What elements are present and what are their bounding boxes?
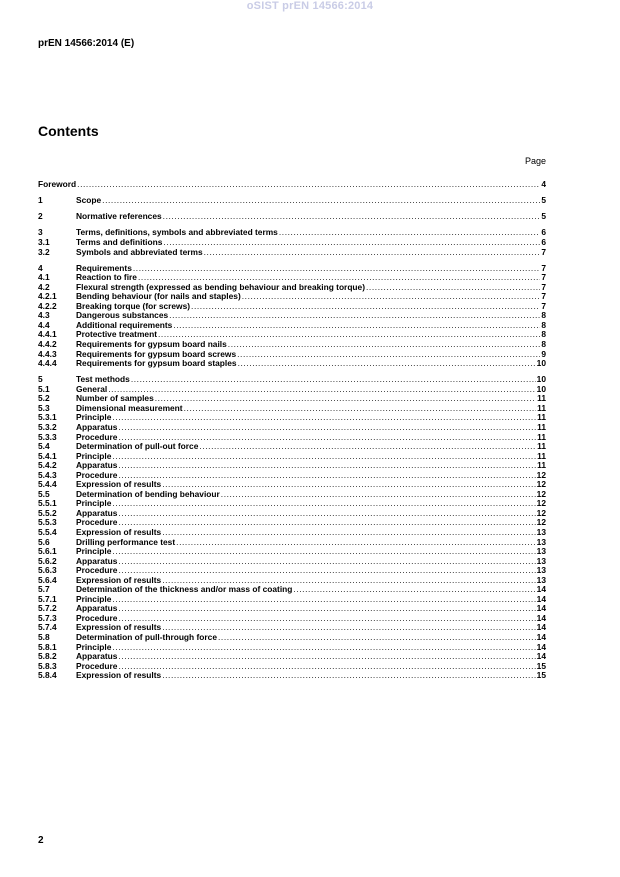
- toc-entry-title: Number of samples: [76, 393, 154, 404]
- toc-entry-number: 4.3: [38, 310, 50, 321]
- toc-entry-title: Expression of results: [76, 574, 162, 585]
- toc-entry-title: Requirements for gypsum board nails: [76, 339, 227, 350]
- toc-entry-title: Apparatus: [76, 555, 118, 566]
- toc-dot-leader: [118, 662, 535, 672]
- toc-entry-page: 11: [537, 450, 546, 461]
- toc-entry-page: 8: [541, 319, 546, 330]
- toc-entry-page: 14: [536, 632, 546, 643]
- toc-entry-page: 4: [541, 179, 546, 189]
- toc-dot-leader: [173, 321, 540, 331]
- toc-entry[interactable]: [38, 490, 546, 500]
- toc-entry-page: 8: [541, 310, 546, 321]
- toc-dot-leader: [162, 528, 535, 538]
- toc-entry-number: 4: [38, 262, 43, 273]
- toc-entry-title: Apparatus: [76, 507, 118, 518]
- toc-entry-number: 5.6.2: [38, 555, 57, 566]
- toc-dot-leader: [118, 461, 536, 471]
- toc-entry-title: Foreword: [38, 179, 77, 189]
- toc-entry-number: 3.2: [38, 246, 50, 257]
- toc-entry-number: 4.4.4: [38, 358, 57, 369]
- toc-entry-page: 14: [536, 651, 546, 662]
- toc-dot-leader: [279, 228, 540, 238]
- toc-dot-leader: [112, 413, 536, 423]
- toc-entry[interactable]: [38, 212, 546, 222]
- toc-entry-page: 5: [541, 195, 546, 206]
- toc-entry-number: 4.4.2: [38, 339, 57, 350]
- toc-entry-title: General: [76, 383, 108, 394]
- toc-entry-page: 8: [541, 329, 546, 340]
- toc-entry-page: 7: [541, 272, 546, 283]
- toc-entry-page: 11: [537, 431, 546, 442]
- toc-entry-title: Apparatus: [76, 460, 118, 471]
- toc-entry[interactable]: [38, 180, 546, 190]
- toc-entry[interactable]: [38, 196, 546, 206]
- toc-entry-number: 5.8.1: [38, 641, 57, 652]
- toc-entry-page: 6: [541, 236, 546, 247]
- toc-entry-title: Principle: [76, 498, 112, 509]
- toc-entry-title: Apparatus: [76, 603, 118, 614]
- toc-entry-title: Breaking torque (for screws): [76, 300, 191, 311]
- toc-entry-page: 10: [536, 358, 546, 369]
- toc-dot-leader: [131, 375, 536, 385]
- toc-entry-number: 4.4.3: [38, 348, 57, 359]
- toc-entry-page: 11: [537, 422, 546, 432]
- toc-entry-page: 12: [536, 479, 546, 490]
- toc-entry-title: Determination of bending behaviour: [76, 488, 220, 499]
- toc-entry-number: 5.6.4: [38, 574, 57, 585]
- toc-entry-number: 1: [38, 195, 43, 206]
- toc-entry-page: 11: [537, 441, 546, 452]
- toc-entry-title: Determination of pull-through force: [76, 632, 217, 643]
- toc-entry-number: 5.5.2: [38, 507, 57, 518]
- toc-dot-leader: [112, 547, 535, 557]
- toc-entry-number: 5.8.2: [38, 651, 57, 662]
- toc-entry[interactable]: [38, 404, 546, 414]
- toc-entry-title: Principle: [76, 412, 112, 423]
- toc-entry-page: 13: [536, 565, 546, 576]
- toc-dot-leader: [238, 359, 536, 369]
- toc-entry-number: 3: [38, 227, 43, 238]
- toc-dot-leader: [162, 671, 535, 681]
- toc-entry-page: 11: [537, 412, 546, 423]
- toc-dot-leader: [118, 423, 536, 433]
- toc-entry-title: Drilling performance test: [76, 536, 176, 547]
- toc-entry-number: 5.1: [38, 383, 50, 394]
- toc-entry-number: 5.4.4: [38, 479, 57, 490]
- toc-entry-number: 5.7: [38, 584, 50, 595]
- toc-entry-page: 8: [541, 339, 546, 350]
- watermark: oSIST prEN 14566:2014: [246, 0, 374, 12]
- toc-entry[interactable]: [38, 671, 546, 681]
- toc-entry-title: Test methods: [76, 374, 130, 385]
- toc-entry-title: Principle: [76, 450, 112, 461]
- toc-dot-leader: [176, 538, 536, 548]
- toc-entry-title: Expression of results: [76, 527, 162, 538]
- toc-entry[interactable]: [38, 248, 546, 258]
- toc-entry-number: 5.7.1: [38, 593, 57, 604]
- toc-entry-title: Expression of results: [76, 622, 162, 633]
- toc-entry-page: 5: [541, 211, 546, 222]
- toc-entry-page: 7: [541, 281, 546, 292]
- toc-entry-number: 5.7.4: [38, 622, 57, 633]
- toc-entry-number: 5.5.4: [38, 527, 57, 538]
- toc-dot-leader: [118, 471, 535, 481]
- toc-dot-leader: [112, 452, 536, 462]
- toc-entry-page: 7: [541, 262, 546, 273]
- toc-entry-page: 13: [536, 527, 546, 538]
- toc-dot-leader: [77, 180, 540, 190]
- toc-entry-page: 9: [541, 348, 546, 359]
- toc-entry-title: Dangerous substances: [76, 310, 169, 321]
- toc-entry-title: Determination of pull-out force: [76, 441, 199, 452]
- toc-entry-number: 5.8: [38, 632, 50, 643]
- toc-dot-leader: [118, 614, 535, 624]
- toc-entry-title: Procedure: [76, 517, 118, 528]
- toc-entry-title: Requirements for gypsum board screws: [76, 348, 237, 359]
- toc-entry-number: 5.3.1: [38, 412, 57, 423]
- toc-entry-number: 5.7.2: [38, 603, 57, 614]
- toc-dot-leader: [163, 212, 541, 222]
- toc-entry-title: Procedure: [76, 612, 118, 623]
- toc-entry-title: Additional requirements: [76, 319, 173, 330]
- toc-entry-title: Terms and definitions: [76, 236, 163, 247]
- toc-entry-title: Expression of results: [76, 479, 162, 490]
- toc-entry-page: 13: [536, 555, 546, 566]
- toc-entry-page: 12: [536, 517, 546, 528]
- toc-entry-number: 5.4.2: [38, 460, 57, 471]
- toc-entry-title: Scope: [76, 195, 102, 206]
- toc-entry-title: Symbols and abbreviated terms: [76, 246, 203, 257]
- toc-dot-leader: [366, 283, 540, 293]
- page-column-label: Page: [524, 156, 546, 166]
- toc-entry-number: 5: [38, 374, 43, 385]
- toc-dot-leader: [112, 643, 535, 653]
- toc-entry-page: 6: [541, 227, 546, 238]
- toc-dot-leader: [221, 490, 536, 500]
- toc-entry-title: Procedure: [76, 431, 118, 442]
- toc-entry-title: Requirements: [76, 262, 132, 273]
- toc-entry-page: 12: [536, 507, 546, 518]
- toc-entry-number: 5.4.1: [38, 450, 57, 461]
- toc-entry-page: 11: [537, 460, 546, 471]
- toc-entry-number: 5.5.1: [38, 498, 57, 509]
- toc-entry[interactable]: [38, 585, 546, 595]
- toc-entry-title: Principle: [76, 546, 112, 557]
- toc-dot-leader: [204, 248, 541, 258]
- toc-entry-number: 3.1: [38, 236, 50, 247]
- page-number: 2: [38, 835, 44, 846]
- toc-entry-title: Terms, definitions, symbols and abbreviated terms: [76, 227, 278, 238]
- toc-dot-leader: [191, 302, 540, 312]
- toc-entry[interactable]: [38, 359, 546, 369]
- toc-entry-page: 10: [536, 374, 546, 385]
- toc-entry-page: 13: [536, 536, 546, 547]
- toc-entry-number: 5.8.3: [38, 660, 57, 671]
- toc-dot-leader: [293, 585, 535, 595]
- toc-entry-title: Procedure: [76, 469, 118, 480]
- toc-entry-title: Requirements for gypsum board staples: [76, 358, 237, 369]
- page-title: Contents: [38, 123, 99, 139]
- toc-entry-number: 5.4: [38, 441, 50, 452]
- toc-dot-leader: [112, 595, 535, 605]
- toc-entry-title: Procedure: [76, 660, 118, 671]
- toc-dot-leader: [112, 499, 535, 509]
- toc-entry-title: Principle: [76, 593, 112, 604]
- toc-entry-title: Protective treatment: [76, 329, 157, 340]
- toc-entry-page: 14: [536, 593, 546, 604]
- toc-entry-page: 7: [541, 300, 546, 311]
- toc-entry-page: 7: [541, 291, 546, 302]
- toc-entry-number: 4.2: [38, 281, 50, 292]
- toc-dot-leader: [199, 442, 536, 452]
- toc-entry[interactable]: [38, 375, 546, 385]
- toc-entry-number: 4.2.2: [38, 300, 57, 311]
- toc-dot-leader: [184, 404, 537, 414]
- document-id: prEN 14566:2014 (E): [38, 38, 135, 49]
- toc-dot-leader: [118, 557, 535, 567]
- toc-dot-leader: [163, 238, 540, 248]
- toc-dot-leader: [118, 509, 535, 519]
- toc-dot-leader: [108, 385, 535, 395]
- toc-entry-title: Principle: [76, 641, 112, 652]
- toc-entry-number: 2: [38, 211, 43, 222]
- toc-entry-number: 5.3.2: [38, 422, 57, 432]
- toc-entry-title: Apparatus: [76, 651, 118, 662]
- toc-entry-page: 14: [536, 622, 546, 633]
- toc-entry-title: Flexural strength (expressed as bending behaviour and breaking torque): [76, 281, 365, 292]
- toc-entry-title: Bending behaviour (for nails and staples): [76, 291, 241, 302]
- toc-dot-leader: [118, 604, 535, 614]
- toc-entry-number: 5.2: [38, 393, 50, 404]
- toc-entry-number: 5.6.1: [38, 546, 57, 557]
- toc-entry-number: 5.7.3: [38, 612, 57, 623]
- toc-dot-leader: [169, 311, 540, 321]
- table-of-contents: [38, 180, 546, 681]
- toc-entry-page: 13: [536, 574, 546, 585]
- toc-entry-number: 5.6: [38, 536, 50, 547]
- toc-entry-page: 12: [536, 488, 546, 499]
- toc-entry[interactable]: [38, 633, 546, 643]
- toc-entry-page: 15: [536, 670, 546, 681]
- toc-entry-title: Determination of the thickness and/or mass of coating: [76, 584, 293, 595]
- toc-entry[interactable]: [38, 442, 546, 452]
- toc-entry-number: 5.5: [38, 488, 50, 499]
- toc-entry-number: 4.4: [38, 319, 50, 330]
- toc-entry-number: 5.3: [38, 402, 50, 413]
- toc-dot-leader: [118, 566, 535, 576]
- toc-dot-leader: [162, 623, 535, 633]
- toc-entry-number: 5.4.3: [38, 469, 57, 480]
- toc-entry-number: 5.6.3: [38, 565, 57, 576]
- toc-entry-number: 5.5.3: [38, 517, 57, 528]
- toc-entry-page: 10: [536, 383, 546, 394]
- toc-dot-leader: [237, 350, 540, 360]
- toc-dot-leader: [228, 340, 541, 350]
- toc-entry-title: Procedure: [76, 565, 118, 576]
- toc-entry-page: 13: [536, 546, 546, 557]
- toc-dot-leader: [218, 633, 536, 643]
- toc-entry-number: 4.2.1: [38, 291, 57, 302]
- toc-entry-page: 14: [536, 612, 546, 623]
- toc-entry-number: 5.3.3: [38, 431, 57, 442]
- toc-entry-number: 4.1: [38, 272, 50, 283]
- toc-entry-title: Dimensional measurement: [76, 402, 183, 413]
- toc-entry-page: 11: [537, 393, 546, 404]
- toc-entry-number: 4.4.1: [38, 329, 57, 340]
- toc-entry-title: Apparatus: [76, 422, 118, 432]
- toc-entry-page: 14: [536, 584, 546, 595]
- toc-entry[interactable]: [38, 538, 546, 548]
- toc-entry-page: 7: [541, 246, 546, 257]
- toc-entry-page: 15: [536, 660, 546, 671]
- toc-entry-number: 5.8.4: [38, 670, 57, 681]
- toc-dot-leader: [102, 196, 540, 206]
- toc-entry-page: 14: [536, 641, 546, 652]
- toc-entry-page: 11: [537, 402, 546, 413]
- toc-dot-leader: [118, 518, 535, 528]
- toc-dot-leader: [155, 394, 536, 404]
- toc-entry-title: Expression of results: [76, 670, 162, 681]
- toc-entry-page: 14: [536, 603, 546, 614]
- toc-entry-title: Reaction to fire: [76, 272, 137, 283]
- toc-entry-page: 12: [536, 498, 546, 509]
- toc-dot-leader: [118, 652, 535, 662]
- toc-dot-leader: [242, 292, 541, 302]
- toc-entry-page: 12: [536, 469, 546, 480]
- toc-dot-leader: [133, 264, 540, 274]
- toc-entry-title: Normative references: [76, 211, 162, 222]
